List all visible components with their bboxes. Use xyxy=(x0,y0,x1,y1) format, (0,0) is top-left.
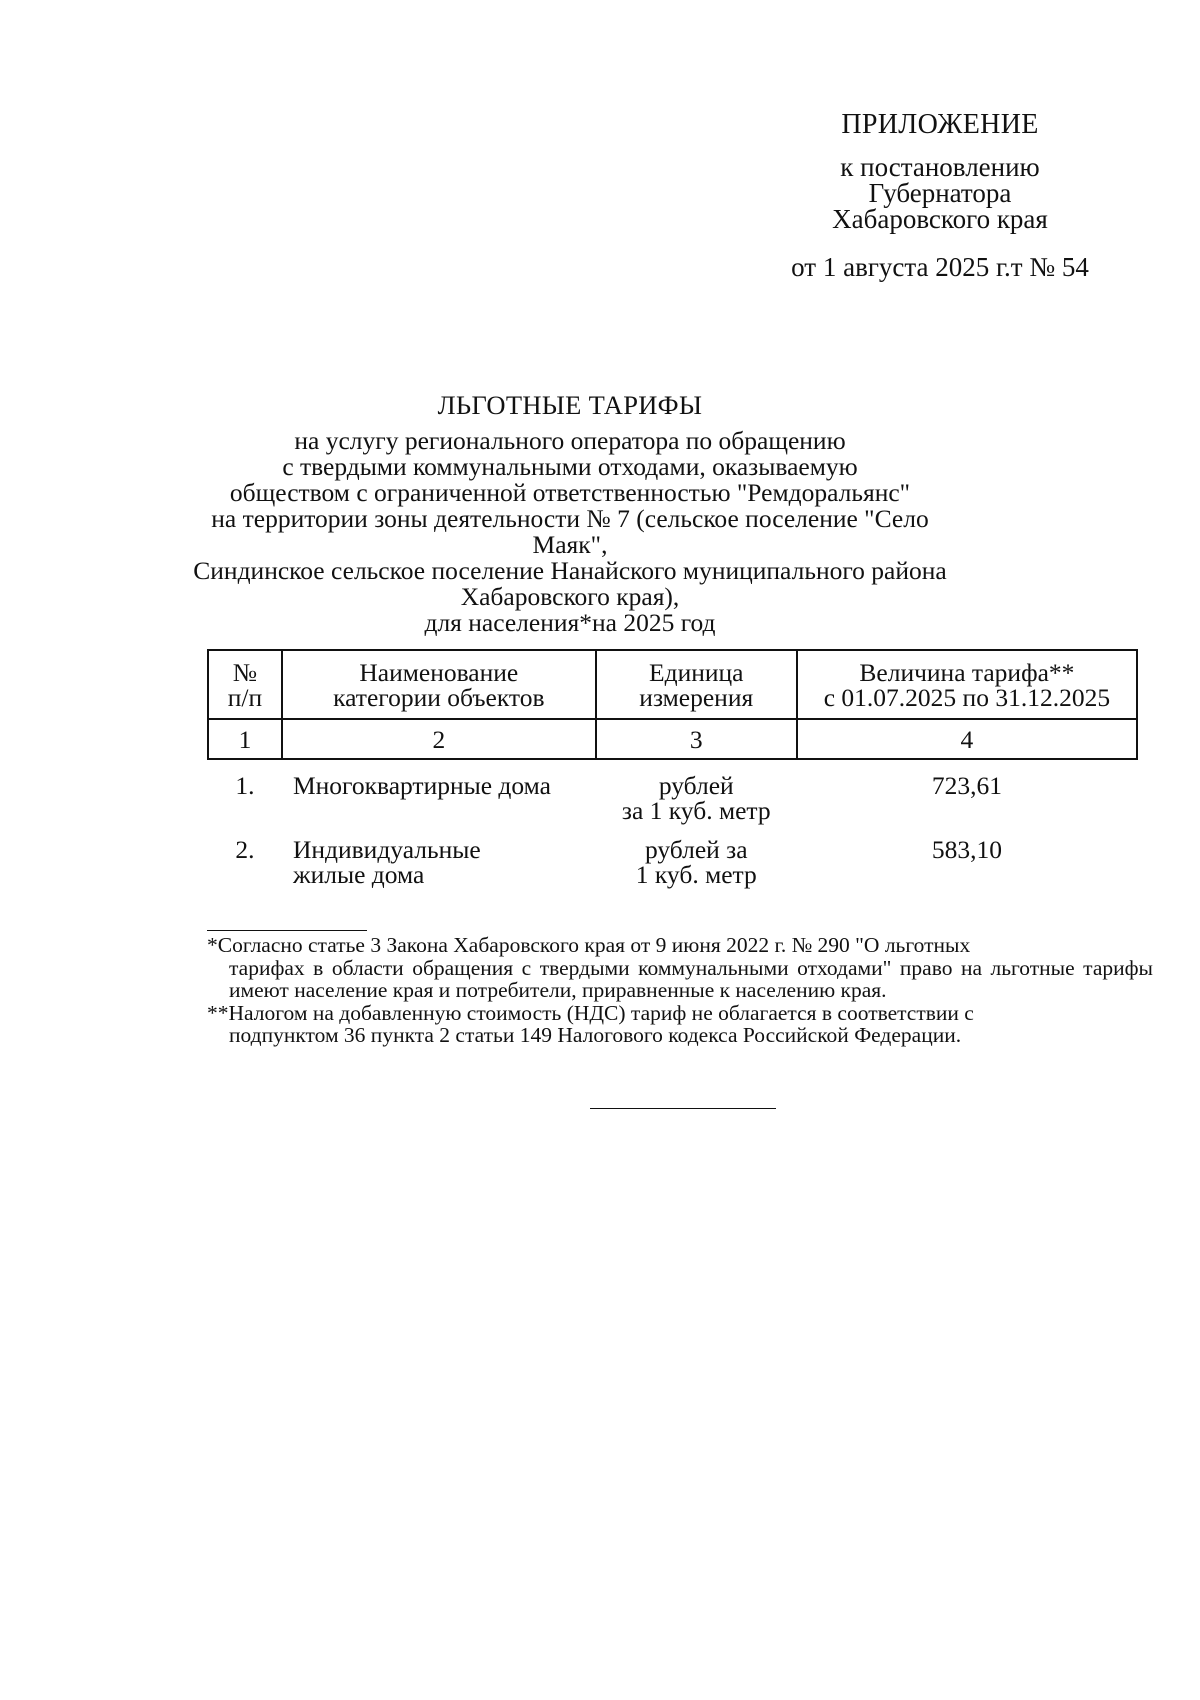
title-line-6: Хабаровского края), xyxy=(460,582,680,611)
row-category-line-2: жилые дома xyxy=(292,860,425,889)
column-number: 1 xyxy=(208,719,282,759)
column-number: 4 xyxy=(797,719,1137,759)
appendix-date: от 1 августа 2025 г.т № 54 xyxy=(791,252,1089,282)
title-line-7: для населения*на 2025 год xyxy=(424,608,716,637)
end-separator xyxy=(590,1108,776,1109)
title-line-4: на территории зоны деятельности № 7 (сельское поселение "Село Маяк", xyxy=(211,504,929,559)
title-line-2: с твердыми коммунальными отходами, оказываемую xyxy=(282,452,858,481)
footnote-2-rest: подпунктом 36 пункта 2 статьи 149 Налогового кодекса Российской Федерации. xyxy=(229,1023,962,1047)
footnote-1-line-1: *Согласно статье 3 Закона Хабаровского края от 9 июня 2022 г. № 290 "О льготных xyxy=(207,933,971,957)
column-number: 2 xyxy=(282,719,596,759)
appendix-block xyxy=(760,109,1120,282)
footnote-1-rest: тарифах в области обращения с твердыми коммунальными отходами" право на льготные тарифы имеют население края и потребители, приравненные к населению края. xyxy=(229,955,1153,1002)
header-unit-line-2: измерения xyxy=(639,682,754,712)
header-tariff xyxy=(797,650,1137,719)
table-row xyxy=(208,770,1137,834)
header-category-line-2: категории объектов xyxy=(333,682,545,712)
row-unit-line-1: рублей xyxy=(658,771,734,800)
appendix-line-1: к постановлению xyxy=(840,152,1040,182)
row-category-line-1: Многоквартирные дома xyxy=(292,771,551,800)
row-tariff-value: 583,10 xyxy=(931,835,1002,864)
row-unit-line-2: за 1 куб. метр xyxy=(621,796,771,825)
row-category-line-1: Индивидуальные xyxy=(292,835,481,864)
title-line-3: обществом с ограниченной ответственностью "Ремдоральянс" xyxy=(229,478,911,507)
header-unit-line-1: Единица xyxy=(649,657,744,687)
footnotes xyxy=(207,934,1153,1047)
appendix-line-3: Хабаровского края xyxy=(832,204,1048,234)
appendix-line-2: Губернатора xyxy=(868,178,1012,208)
header-number-line-2: п/п xyxy=(227,682,263,712)
footnote-separator xyxy=(207,930,367,931)
title-line-1: на услугу регионального оператора по обращению xyxy=(294,426,846,455)
row-unit xyxy=(596,770,797,834)
header-category-line-1: Наименование xyxy=(359,657,519,687)
document-title: ЛЬГОТНЫЕ ТАРИФЫ xyxy=(437,390,703,420)
header-tariff-line-2: с 01.07.2025 по 31.12.2025 xyxy=(823,682,1111,712)
row-number: 1. xyxy=(235,771,255,800)
header-number-line-1: № xyxy=(232,657,258,687)
document-title-block xyxy=(190,392,950,636)
tariff-table xyxy=(207,649,1138,898)
row-category xyxy=(282,770,596,834)
table-header-row xyxy=(208,650,1137,719)
row-tariff-value: 723,61 xyxy=(931,771,1002,800)
row-number: 2. xyxy=(235,835,255,864)
row-unit xyxy=(596,834,797,898)
column-number-row xyxy=(208,719,1137,759)
header-unit xyxy=(596,650,797,719)
header-tariff-line-1: Величина тарифа** xyxy=(859,657,1075,687)
appendix-heading: ПРИЛОЖЕНИЕ xyxy=(841,109,1039,140)
title-line-5: Синдинское сельское поселение Нанайского муниципального района xyxy=(193,556,947,585)
row-unit-line-2: 1 куб. метр xyxy=(635,860,757,889)
header-category xyxy=(282,650,596,719)
footnote-2-line-1: **Налогом на добавленную стоимость (НДС) тариф не облагается в соответствии с xyxy=(207,1000,974,1025)
table-row xyxy=(208,834,1137,898)
column-number: 3 xyxy=(596,719,797,759)
header-number xyxy=(208,650,282,719)
row-unit-line-1: рублей за xyxy=(644,835,748,864)
row-category xyxy=(282,834,596,898)
